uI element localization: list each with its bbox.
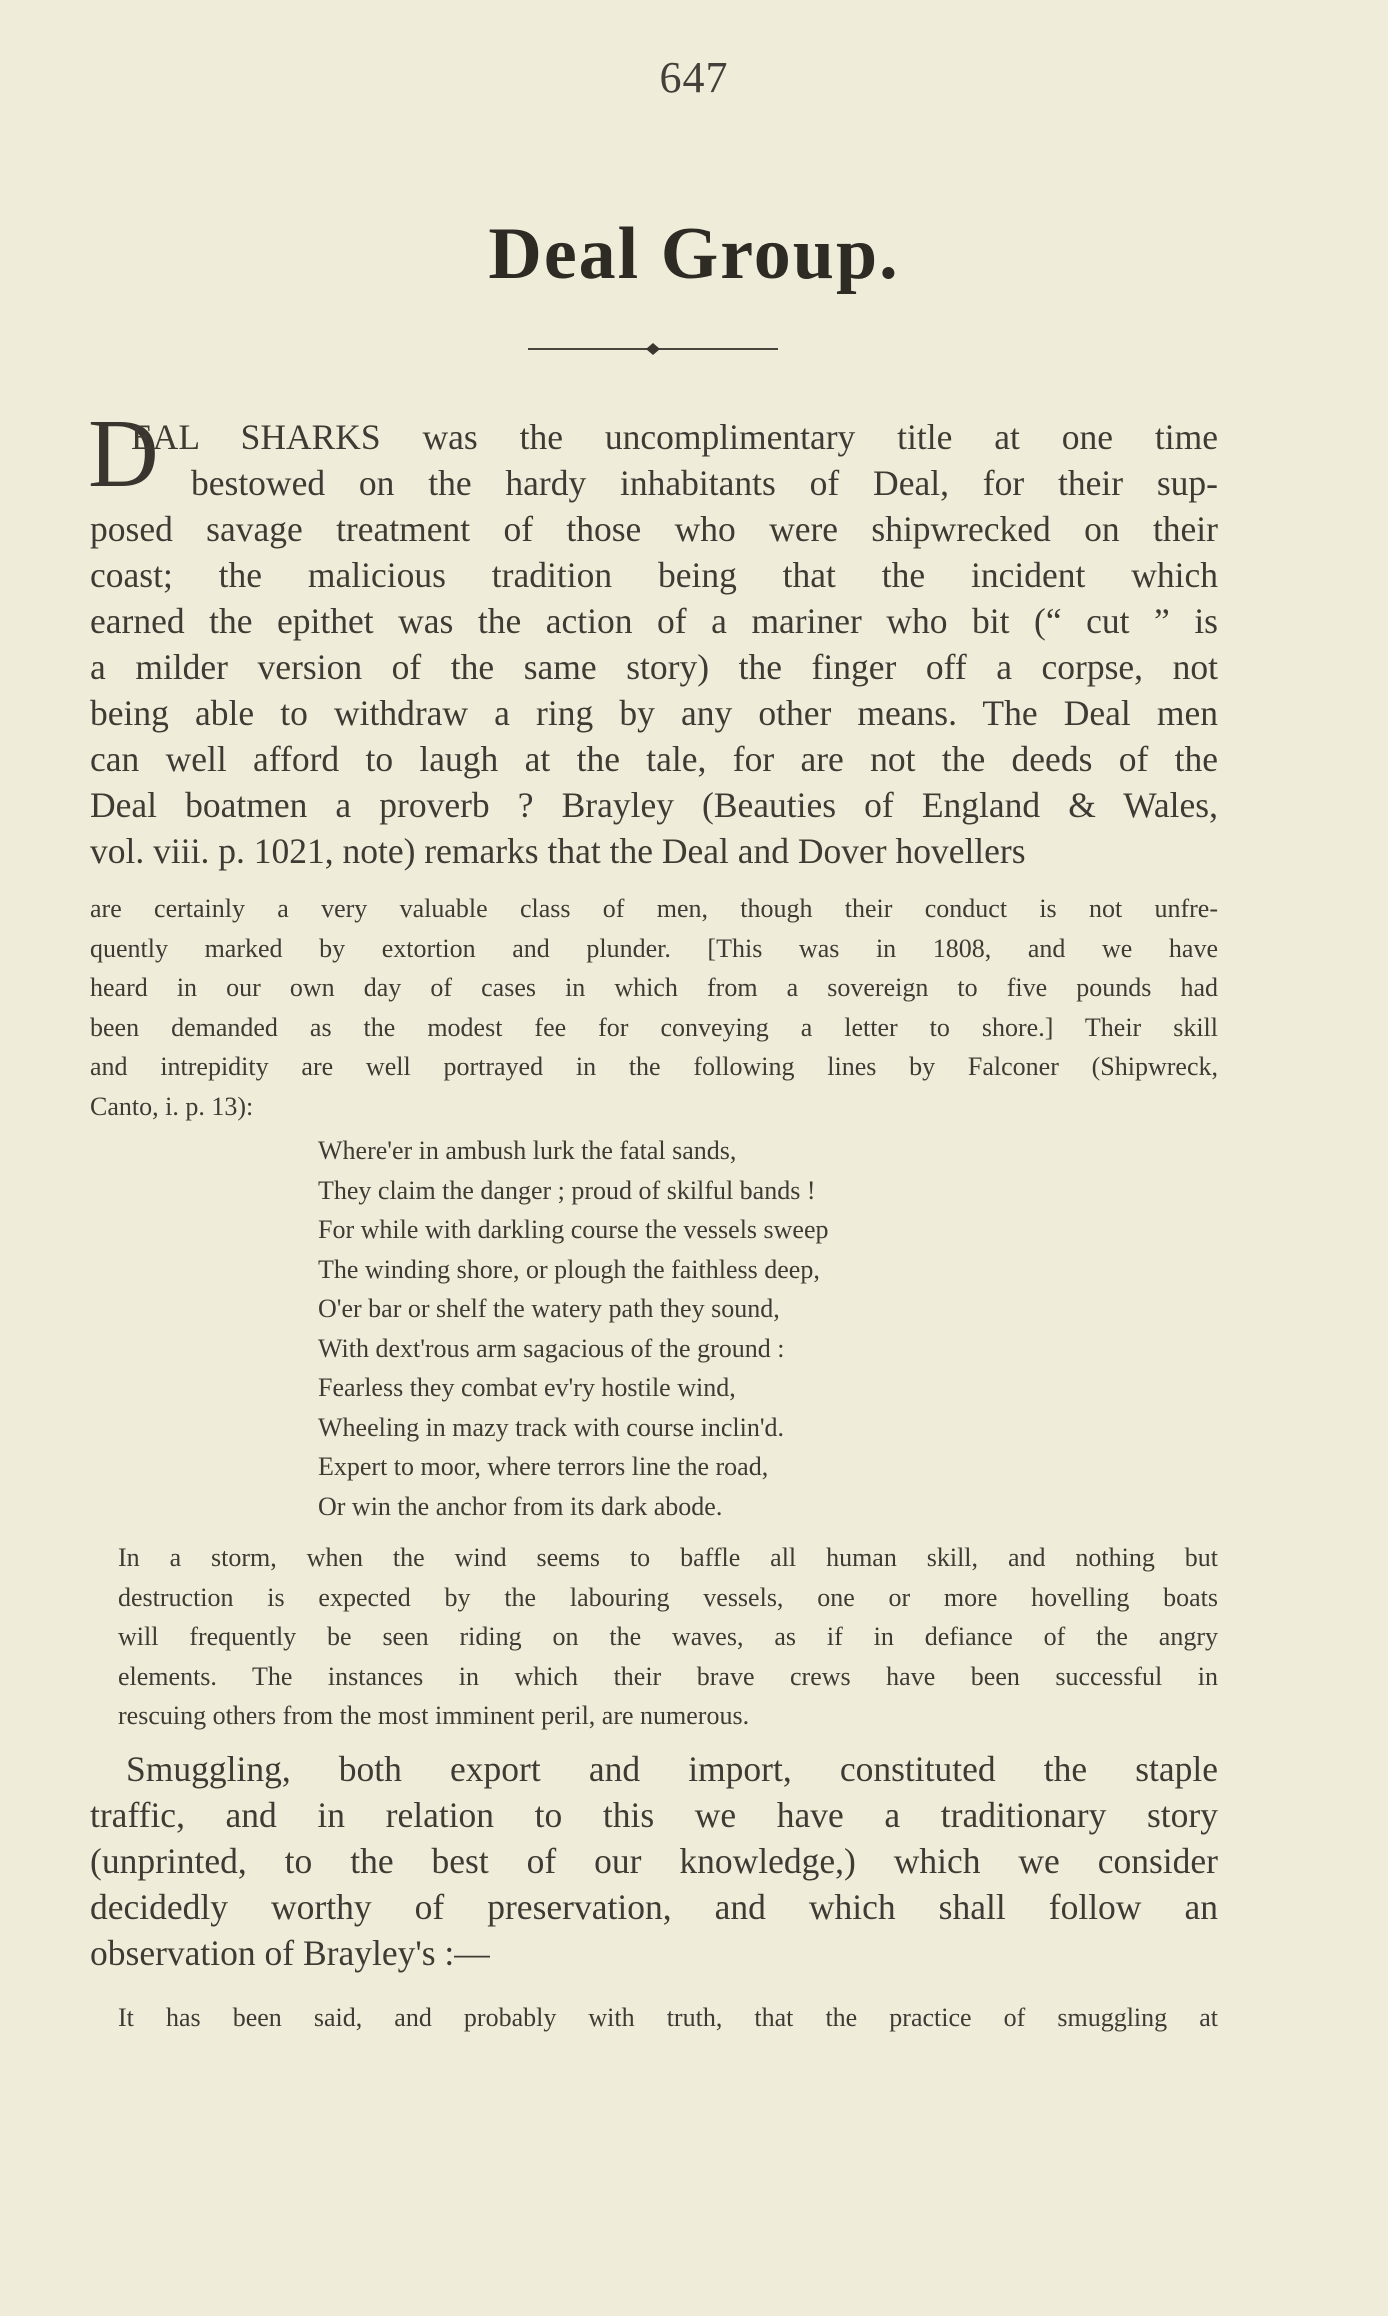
paragraph-2-quotation	[90, 889, 1218, 1126]
text-line: decidedly worthy of preservation, and which shall follow an	[90, 1887, 1218, 1927]
text-line: heard in our own day of cases in which from a sovereign to five pounds had	[90, 973, 1218, 1002]
paragraph-3-quotation	[118, 1538, 1218, 1736]
text-line: a milder version of the same story) the finger off a corpse, not	[90, 647, 1218, 687]
verse-quotation	[318, 1131, 1078, 1526]
text-line: Wheeling in mazy track with course inclin'd.	[318, 1412, 785, 1442]
text-line: O'er bar or shelf the watery path they sound,	[318, 1294, 780, 1323]
text-line: With dext'rous arm sagacious of the ground :	[318, 1333, 785, 1363]
text-line: will frequently be seen riding on the waves, as if in defiance of the angry	[118, 1622, 1218, 1651]
text-line: Smuggling, both export and import, constituted the staple	[126, 1749, 1218, 1789]
text-line: Deal boatmen a proverb ? Brayley (Beauties of England & Wales,	[90, 785, 1218, 825]
paragraph-5-quotation	[118, 1998, 1218, 2038]
text-line: elements. The instances in which their brave crews have been successful in	[118, 1661, 1218, 1691]
text-line: destruction is expected by the labouring vessels, one or more hovelling boats	[118, 1582, 1218, 1612]
text-line: earned the epithet was the action of a mariner who bit (“ cut ” is	[90, 601, 1218, 641]
text-line: can well afford to laugh at the tale, for are not the deeds of the	[90, 739, 1218, 779]
text-line: quently marked by extortion and plunder. [This was in 1808, and we have	[90, 933, 1218, 963]
text-line: posed savage treatment of those who were shipwrecked on their	[90, 509, 1218, 549]
text-line: Canto, i. p. 13):	[90, 1091, 254, 1121]
text-line: been demanded as the modest fee for conveying a letter to shore.] Their skill	[90, 1012, 1218, 1042]
text-line: bestowed on the hardy inhabitants of Deal, for their sup-	[191, 463, 1218, 503]
text-line: For while with darkling course the vessels sweep	[318, 1215, 829, 1244]
drop-cap: D	[88, 400, 159, 508]
text-line: being able to withdraw a ring by any other means. The Deal men	[90, 693, 1218, 733]
text-line: vol. viii. p. 1021, note) remarks that the Deal and Dover hovellers	[90, 831, 1026, 871]
text-line: Or win the anchor from its dark abode.	[318, 1491, 723, 1521]
text-line: coast; the malicious tradition being that the incident which	[90, 555, 1218, 595]
text-line: It has been said, and probably with truth, that the practice of smuggling at	[118, 2003, 1218, 2032]
divider-ornament	[528, 342, 778, 356]
text-line: The winding shore, or plough the faithless deep,	[318, 1254, 820, 1284]
text-line: Fearless they combat ev'ry hostile wind,	[318, 1373, 736, 1402]
text-line: They claim the danger ; proud of skilful bands !	[318, 1175, 816, 1205]
text-line: and intrepidity are well portrayed in the following lines by Falconer (Shipwreck,	[90, 1052, 1218, 1081]
text-line: EAL SHARKS was the uncomplimentary title at one time	[131, 417, 1218, 457]
text-line: In a storm, when the wind seems to baffle all human skill, and nothing but	[118, 1543, 1218, 1572]
paragraph-4	[90, 1746, 1218, 1976]
section-heading: Deal Group.	[488, 213, 900, 295]
text-line: are certainly a very valuable class of men, though their conduct is not unfre-	[90, 894, 1218, 923]
text-line: Where'er in ambush lurk the fatal sands,	[318, 1136, 737, 1165]
page-number: 647	[659, 53, 729, 102]
text-line: observation of Brayley's :—	[90, 1933, 490, 1973]
text-line: (unprinted, to the best of our knowledge,) which we consider	[90, 1841, 1218, 1881]
text-line: Expert to moor, where terrors line the road,	[318, 1452, 769, 1481]
text-line: rescuing others from the most imminent peril, are numerous.	[118, 1701, 750, 1730]
text-line: traffic, and in relation to this we have a traditionary story	[90, 1795, 1218, 1835]
paragraph-1	[88, 400, 1218, 874]
